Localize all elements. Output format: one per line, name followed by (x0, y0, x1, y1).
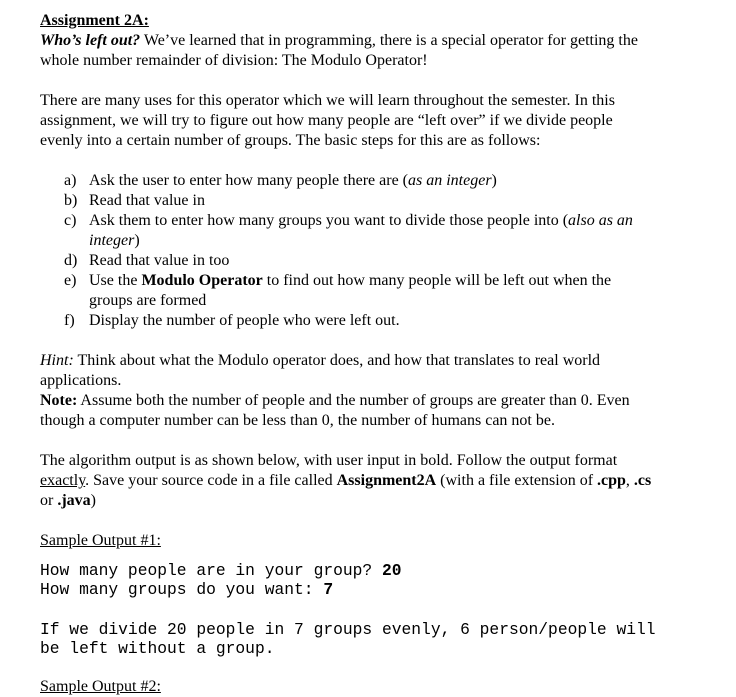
step-c-text: Ask them to enter how many groups you want to divide those people into ( (89, 212, 569, 229)
sample-1-line-2 (40, 580, 720, 599)
step-e-bold: Modulo Operator (141, 272, 263, 289)
algorithm-tail: (with a file extension of (436, 472, 598, 489)
step-c (64, 211, 720, 251)
hint-line-2: applications. (40, 372, 122, 389)
algorithm-line-2 (40, 471, 720, 491)
step-a-text: Ask the user to enter how many people there are ( (89, 172, 408, 189)
step-d-text: Read that value in too (89, 252, 230, 269)
step-b-text: Read that value in (89, 192, 205, 209)
input-1: 20 (381, 561, 402, 580)
hint-text: Think about what the Modulo operator does, and how that translates to real world (73, 352, 601, 369)
ext-java: .java (57, 492, 91, 509)
note-label: Note: (40, 392, 78, 409)
sample-1-result-2: be left without a group. (40, 639, 275, 658)
prompt-1: How many people are in your group? (40, 561, 382, 580)
step-marker: f) (64, 312, 75, 329)
intro-text-1: We’ve learned that in programming, there is a special operator for getting the (140, 32, 638, 49)
assignment-content (40, 11, 720, 658)
step-d (64, 251, 720, 271)
step-c-italic: also as an (568, 212, 633, 229)
note-line-1 (40, 391, 720, 411)
para2-line-3: evenly into a certain number of groups. The basic steps for this are as follows: (40, 132, 541, 149)
step-marker: d) (64, 252, 78, 269)
intro-lead: Who’s left out? (40, 32, 141, 49)
step-marker: c) (64, 212, 77, 229)
close-paren: ) (90, 492, 96, 509)
algorithm-line-1: The algorithm output is as shown below, with user input in bold. Follow the output format (40, 452, 618, 469)
step-a-italic: as an integer (408, 172, 492, 189)
comma: , (625, 472, 634, 489)
step-e (64, 271, 720, 311)
exactly-underlined: exactly (40, 472, 86, 489)
sample-2-title: Sample Output #2: (40, 678, 161, 695)
step-a-tail: ) (491, 172, 497, 189)
hint-label: Hint: (40, 352, 74, 369)
step-a (64, 171, 720, 191)
hint-line-1 (40, 351, 720, 371)
intro-line-1 (40, 31, 720, 51)
step-e-line-2: groups are formed (89, 292, 207, 309)
ext-cs: .cs (633, 472, 652, 489)
ext-cpp: .cpp (597, 472, 626, 489)
input-2: 7 (323, 580, 334, 599)
filename: Assignment2A (336, 472, 437, 489)
intro-line-2: whole number remainder of division: The Modulo Operator! (40, 52, 428, 69)
sample-1-line-1 (40, 561, 720, 580)
note-line-2: though a computer number can be less than 0, the number of humans can not be. (40, 412, 555, 429)
step-f (64, 311, 720, 331)
step-b (64, 191, 720, 211)
step-c-italic-2: integer (89, 232, 135, 249)
step-f-text: Display the number of people who were left out. (89, 312, 400, 329)
step-marker: a) (64, 172, 77, 189)
sample-1-result-1: If we divide 20 people in 7 groups evenly, 6 person/people will (40, 620, 656, 639)
or-text: or (40, 492, 58, 509)
step-e-text: Use the (89, 272, 142, 289)
assignment-heading: Assignment 2A: (40, 12, 149, 29)
steps-list (64, 171, 720, 331)
step-marker: e) (64, 272, 77, 289)
para2-line-1: There are many uses for this operator which we will learn throughout the semester. In this (40, 92, 615, 109)
step-c-tail: ) (134, 232, 140, 249)
para2-line-2: assignment, we will try to figure out how many people are “left over” if we divide people (40, 112, 613, 129)
prompt-2: How many groups do you want: (40, 580, 324, 599)
sample-1-title: Sample Output #1: (40, 532, 161, 549)
algorithm-line-3 (40, 491, 720, 511)
step-e-text-2: to find out how many people will be left out when the (262, 272, 612, 289)
step-marker: b) (64, 192, 78, 209)
note-text: Assume both the number of people and the number of groups are greater than 0. Even (77, 392, 630, 409)
algorithm-mid: . Save your source code in a file called (85, 472, 337, 489)
